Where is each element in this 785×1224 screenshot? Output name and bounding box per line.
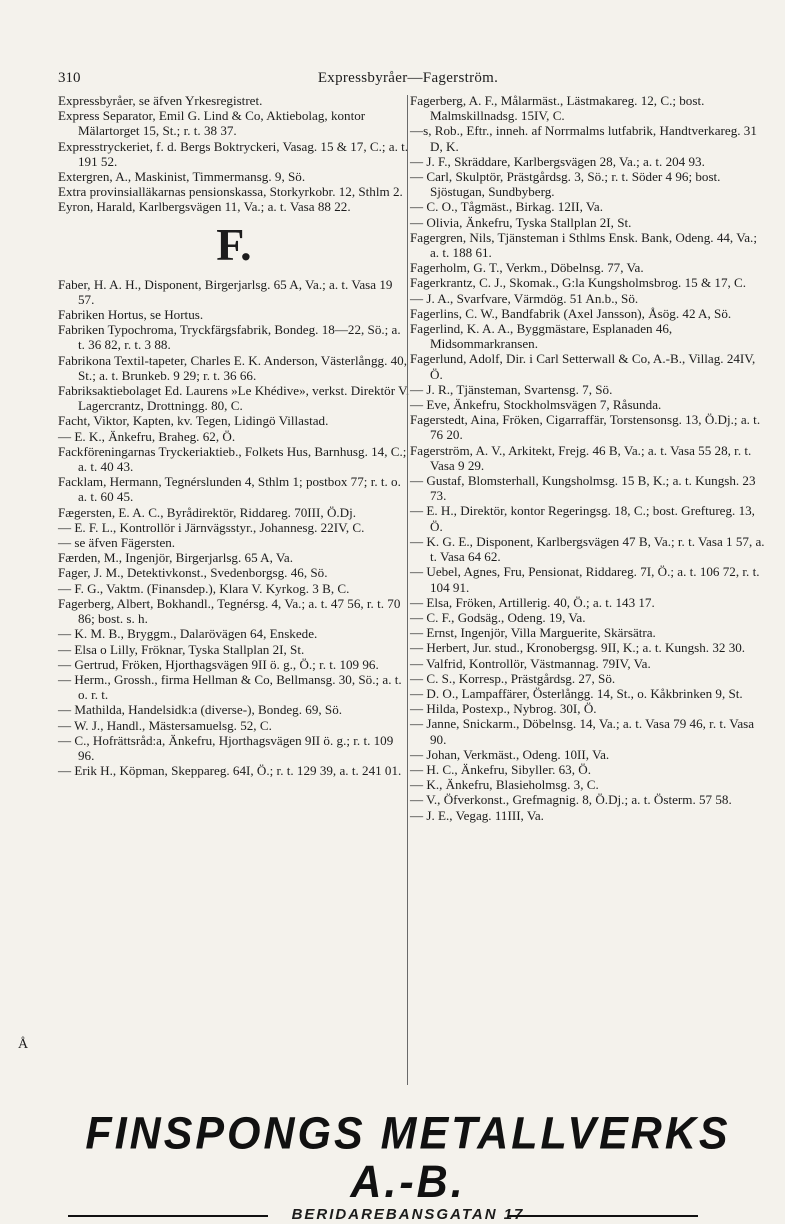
directory-entry: — Elsa o Lilly, Fröknar, Tyska Stallplan 2I, St. bbox=[58, 641, 305, 657]
directory-entry: Færden, M., Ingenjör, Birgerjarlsg. 65 A, Va. bbox=[58, 550, 294, 566]
directory-entry: —s, Rob., Eftr., inneh. af Norrmalms lutfabrik, Handtverkareg. 31 D, K. bbox=[410, 123, 757, 154]
directory-entry: Facht, Viktor, Kapten, kv. Tegen, Lidingö Villastad. bbox=[58, 413, 329, 429]
directory-entry: — C., Hofrättsråd:a, Änkefru, Hjorthagsvägen 9II ö. g.; r. t. 109 96. bbox=[58, 732, 394, 763]
directory-entry: — Janne, Snickarm., Döbelnsg. 14, Va.; a. t. Vasa 79 46, r. t. Vasa 90. bbox=[410, 716, 755, 747]
directory-entry: Fagerström, A. V., Arkitekt, Frejg. 46 B, Va.; a. t. Vasa 55 28, r. t. Vasa 9 29. bbox=[410, 442, 752, 473]
directory-entry: Faber, H. A. H., Disponent, Birgerjarlsg. 65 A, Va.; a. t. Vasa 19 57. bbox=[58, 276, 393, 307]
directory-entry: Fager, J. M., Detektivkonst., Svedenborgsg. 46, Sö. bbox=[58, 565, 328, 581]
directory-entry: — F. G., Vaktm. (Finansdep.), Klara V. Kyrkog. 3 B, C. bbox=[58, 580, 350, 596]
directory-entry: Fabrikona Textil-tapeter, Charles E. K. Anderson, Västerlångg. 40, St.; a. t. Brunkeb. 9 29; r. t. 36 66. bbox=[58, 352, 407, 383]
directory-entry: Fagerberg, A. F., Målarmäst., Lästmakareg. 12, C.; bost. Malmskillnadsg. 15IV, C. bbox=[410, 93, 705, 124]
directory-entry: — Eve, Änkefru, Stockholmsvägen 7, Råsunda. bbox=[410, 397, 662, 413]
directory-entry: — Herm., Grossh., firma Hellman & Co, Bellmansg. 30, Sö.; a. t. o. r. t. bbox=[58, 671, 402, 703]
directory-entry: Eyron, Harald, Karlbergsvägen 11, Va.; a. t. Vasa 88 22. bbox=[58, 199, 351, 215]
directory-entry: — Elsa, Fröken, Artillerig. 40, Ö.; a. t. 143 17. bbox=[410, 594, 655, 610]
directory-entry: Fabriken Hortus, se Hortus. bbox=[58, 307, 204, 323]
directory-entry: — J. E., Vegag. 11III, Va. bbox=[410, 807, 544, 823]
directory-entry: Fackföreningarnas Tryckeriaktieb., Folkets Hus, Barnhusg. 14, C.; a. t. 40 43. bbox=[58, 443, 407, 475]
running-title: Expressbyråer—Fagerström. bbox=[317, 70, 499, 86]
margin-mark: Å bbox=[18, 1037, 29, 1052]
directory-entry: — E. F. L., Kontrollör i Järnvägsstyr., Johannesg. 22IV, C. bbox=[58, 519, 365, 535]
directory-entry: Fabriksaktiebolaget Ed. Laurens »Le Khédive», verkst. Direktör V. Lagercrantz, Drottningg. 80, C. bbox=[58, 383, 410, 414]
ad-address: BERIDAREBANSGATAN 17 bbox=[291, 1206, 525, 1223]
directory-entry: — Erik H., Köpman, Skeppareg. 64I, Ö.; r. t. 129 39, a. t. 241 01. bbox=[58, 763, 402, 779]
directory-entry: Fagerberg, Albert, Bokhandl., Tegnérsg. 4, Va.; a. t. 47 56, r. t. 70 86; bost. s. h. bbox=[58, 595, 401, 627]
directory-entry: — Olivia, Änkefru, Tyska Stallplan 2I, St. bbox=[410, 214, 632, 230]
page-number: 310 bbox=[58, 70, 81, 86]
directory-entry: — H. C., Änkefru, Sibyllег. 63, Ö. bbox=[410, 761, 592, 777]
directory-entry: Express Separator, Emil G. Lind & Co, Aktiebolag, kontor Mälartorget 15, St.; r. t. 38 37. bbox=[58, 108, 366, 139]
directory-entry: — C. O., Tågmäst., Birkag. 12II, Va. bbox=[410, 199, 603, 215]
directory-entry: Facklam, Hermann, Tegnérslunden 4, Sthlm 1; postbox 77; r. t. o. a. t. 60 45. bbox=[58, 474, 401, 505]
directory-entry: Fagergren, Nils, Tjänsteman i Sthlms Ensk. Bank, Odeng. 44, Va.; a. t. 188 61. bbox=[410, 229, 757, 261]
directory-entry: — C. F., Godsäg., Odeng. 19, Va. bbox=[410, 609, 586, 625]
directory-entry: Fægersten, E. A. C., Byrådirektör, Riddareg. 70III, Ö.Dj. bbox=[58, 504, 357, 520]
ad-address-row bbox=[48, 1206, 768, 1224]
directory-entry: — Mathilda, Handelsidk:a (diverse-), Bondeg. 69, Sö. bbox=[58, 702, 343, 718]
directory-entry: — C. S., Korresp., Prästgårdsg. 27, Sö. bbox=[410, 670, 616, 686]
column-divider bbox=[407, 95, 408, 1085]
directory-entry: Fagerlind, K. A. A., Byggmästare, Esplanaden 46, Midsommarkransen. bbox=[410, 321, 673, 352]
directory-entry: — J. A., Svarfvare, Värmdög. 51 An.b., Sö. bbox=[410, 290, 639, 306]
directory-entry: Expressbyråer, se äfven Yrkesregistret. bbox=[58, 93, 263, 108]
directory-entry: — K. M. B., Bryggm., Dalarövägen 64, Enskede. bbox=[58, 626, 318, 642]
directory-entry: Extra provinsialläkarnas pensionskassa, Storkyrkobr. 12, Sthlm 2. bbox=[58, 184, 403, 200]
ad-rule-right bbox=[508, 1215, 698, 1217]
directory-entry: Fagerkrantz, C. J., Skomak., G:la Kungsholmsbrog. 15 & 17, C. bbox=[410, 275, 747, 291]
directory-entry: Fagerlins, C. W., Bandfabrik (Axel Jansson), Åsög. 42 A, Sö. bbox=[410, 305, 732, 321]
page-header bbox=[58, 70, 758, 92]
directory-entry: — Gertrud, Fröken, Hjorthagsvägen 9II ö. g., Ö.; r. t. 109 96. bbox=[58, 656, 379, 672]
directory-entry: — K., Änkefru, Blasieholmsg. 3, C. bbox=[410, 777, 599, 793]
directory-entry: — V., Öfverkonst., Grefmagnig. 8, Ö.Dj.; a. t. Österm. 57 58. bbox=[410, 792, 732, 808]
directory-entry: — Uebel, Agnes, Fru, Pensionat, Riddareg. 7I, Ö.; a. t. 106 72, r. t. 104 91. bbox=[410, 564, 760, 595]
advertisement-banner bbox=[48, 1108, 768, 1223]
directory-entry: Fabriken Typochroma, Tryckfärgsfabrik, Bondeg. 18—22, Sö.; a. t. 36 82, r. t. 3 88. bbox=[58, 322, 401, 353]
directory-entry: Expresstryckeriet, f. d. Bergs Boktryckeri, Vasag. 15 & 17, C.; a. t. 191 52. bbox=[58, 138, 409, 169]
directory-entry: Extergren, A., Maskinist, Timmermansg. 9, Sö. bbox=[58, 169, 306, 185]
directory-entry: — D. O., Lampaffärer, Österlångg. 14, St., o. Kåkbrinken 9, St. bbox=[410, 685, 743, 701]
directory-entry: Fagerlund, Adolf, Dir. i Carl Setterwall & Co, A.-B., Villag. 24IV, Ö. bbox=[410, 351, 756, 382]
left-column bbox=[58, 93, 410, 778]
directory-entry: — J. F., Skräddare, Karlbergsvägen 28, Va.; a. t. 204 93. bbox=[410, 153, 705, 169]
directory-entry: — W. J., Handl., Mästersamuelsg. 52, C. bbox=[58, 717, 272, 733]
directory-entry: — J. R., Tjänsteman, Svartensg. 7, Sö. bbox=[410, 381, 613, 397]
ad-brand: FINSPONGS METALLVERKS A.-B. bbox=[85, 1108, 731, 1208]
section-letter: F. bbox=[216, 218, 252, 270]
directory-entry: — E. K., Änkefru, Braheg. 62, Ö. bbox=[58, 428, 236, 444]
right-column bbox=[410, 93, 765, 823]
directory-entry: — K. G. E., Disponent, Karlbergsvägen 47 B, Va.; r. t. Vasa 1 57, a. t. Vasa 64 62. bbox=[410, 533, 765, 565]
directory-entry: — Hilda, Postexp., Nybrog. 30I, Ö. bbox=[410, 701, 597, 717]
directory-entry: Fagerstedt, Aina, Fröken, Cigarraffär, Torstensonsg. 13, Ö.Dj.; a. t. 76 20. bbox=[410, 412, 761, 443]
directory-entry: — Carl, Skulptör, Prästgårdsg. 3, Sö.; r. t. Söder 4 96; bost. Sjöstugan, Sundbyberg. bbox=[410, 169, 721, 200]
directory-entry: — se äfven Fägersten. bbox=[58, 535, 176, 551]
directory-entry: Fagerholm, G. T., Verkm., Döbelnsg. 77, Va. bbox=[410, 260, 644, 276]
directory-entry: — Valfrid, Kontrollör, Västmannag. 79IV, Va. bbox=[410, 655, 651, 671]
directory-entry: — Herbert, Jur. stud., Kronobergsg. 9II, K.; a. t. Kungsh. 32 30. bbox=[410, 640, 746, 656]
directory-entry: — Gustaf, Blomsterhall, Kungsholmsg. 15 B, K.; a. t. Kungsh. 23 73. bbox=[410, 473, 756, 504]
directory-entry: — Johan, Verkmäst., Odeng. 10II, Va. bbox=[410, 746, 610, 762]
directory-entry: — Ernst, Ingenjör, Villa Marguerite, Skärsätra. bbox=[410, 625, 656, 641]
directory-entry: — E. H., Direktör, kontor Regeringsg. 18, C.; bost. Greftureg. 13, Ö. bbox=[410, 503, 755, 534]
